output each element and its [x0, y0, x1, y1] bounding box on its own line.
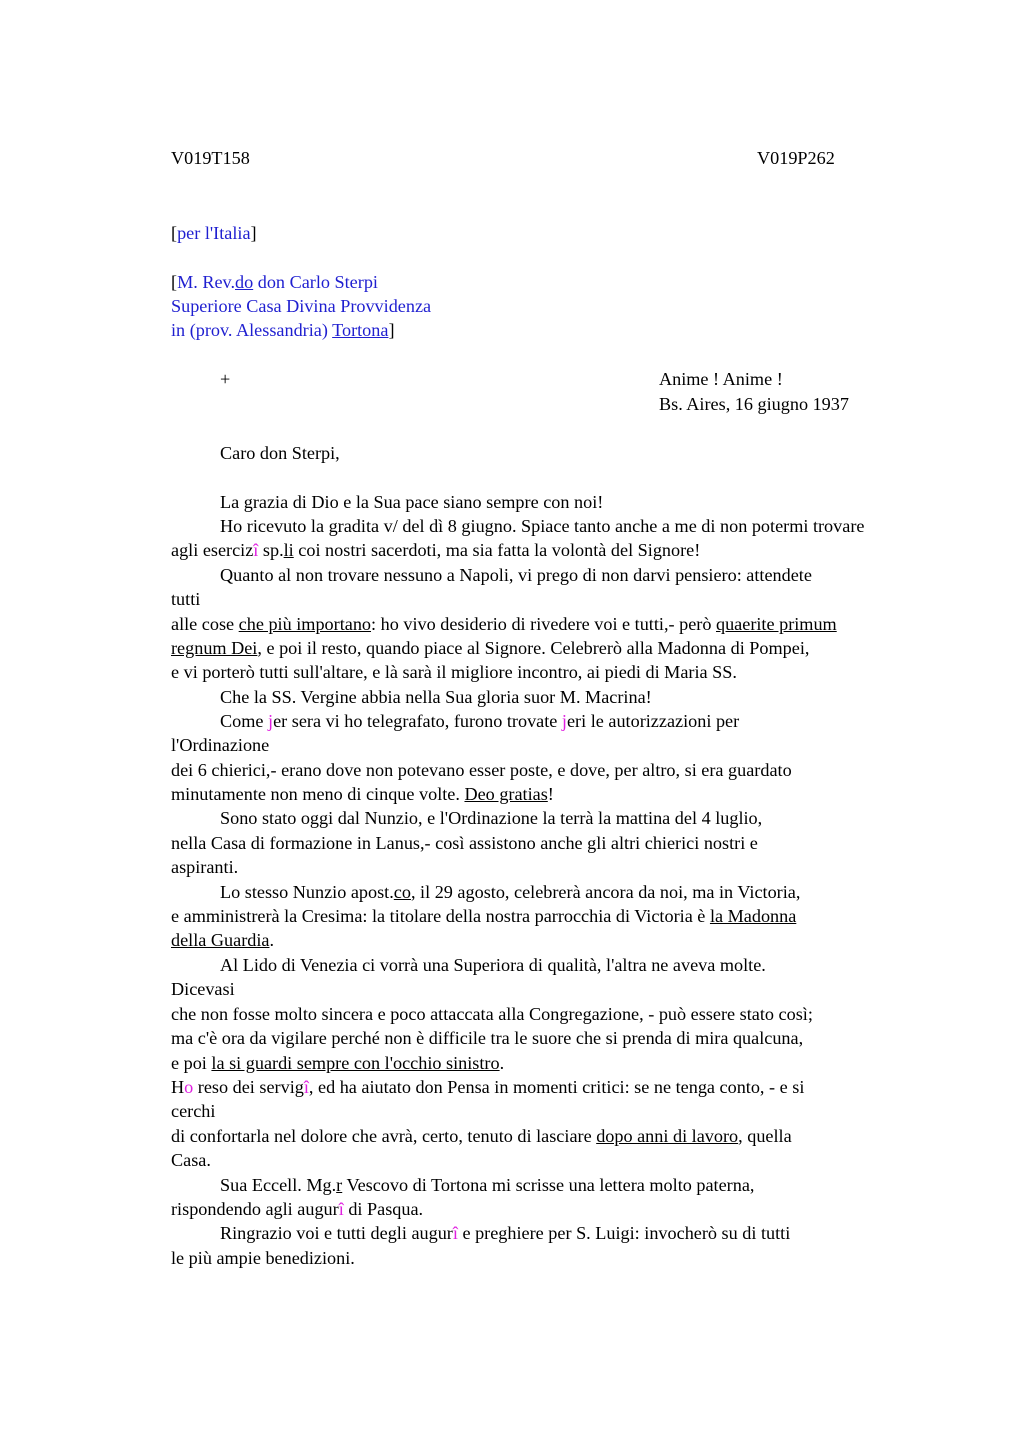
cross-symbol: + [220, 369, 231, 389]
body-line: che non fosse molto sincera e poco attaccata alla Congregazione, - può essere stato così; [171, 1004, 813, 1024]
recipient-title-line: Superiore Casa Divina Provvidenza [171, 296, 432, 316]
body-line: l'Ordinazione [171, 735, 270, 755]
body-line: di confortarla nel dolore che avrà, certo, tenuto di lasciare dopo anni di lavoro, quella [171, 1126, 792, 1146]
body-line: e amministrerà la Cresima: la titolare della nostra parrocchia di Victoria è la Madonna [171, 906, 797, 926]
destination-line: [per l'Italia] [171, 223, 257, 243]
correction-mark: î [452, 1223, 458, 1243]
correction-mark: î [253, 540, 259, 560]
body-line: Sua Eccell. Mg.r Vescovo di Tortona mi scrisse una lettera molto paterna, [220, 1175, 755, 1195]
motto: Anime ! Anime ! [659, 369, 783, 389]
body-line: tutti [171, 589, 201, 609]
body-line: agli esercizî sp.li coi nostri sacerdoti, ma sia fatta la volontà del Signore! [171, 540, 701, 560]
body-line: e vi porterò tutti sull'altare, e là sarà il migliore incontro, ai piedi di Maria SS. [171, 662, 737, 682]
body-line: Al Lido di Venezia ci vorrà una Superiora di qualità, l'altra ne aveva molte. [220, 955, 766, 975]
body-line: Ringrazio voi e tutti degli augurî e preghiere per S. Luigi: invocherò su di tutti [220, 1223, 791, 1243]
body-line: Ho reso dei servigî, ed ha aiutato don Pensa in momenti critici: se ne tenga conto, - e si [171, 1077, 805, 1097]
body-line: Dicevasi [171, 979, 235, 999]
body-line: ma c'è ora da vigilare perché non è difficile tra le suore che si prenda di mira qualcuna, [171, 1028, 804, 1048]
body-line: le più ampie benedizioni. [171, 1248, 355, 1268]
body-line: Sono stato oggi dal Nunzio, e l'Ordinazione la terrà la mattina del 4 luglio, [220, 808, 763, 828]
place-date: Bs. Aires, 16 giugno 1937 [659, 394, 849, 414]
body-line: Che la SS. Vergine abbia nella Sua gloria suor M. Macrina! [220, 687, 652, 707]
body-line: minutamente non meno di cinque volte. Deo gratias! [171, 784, 554, 804]
body-line: regnum Dei, e poi il resto, quando piace al Signore. Celebrerò alla Madonna di Pompei, [171, 638, 810, 658]
body-line: Lo stesso Nunzio apost.co, il 29 agosto, celebrerà ancora da noi, ma in Victoria, [220, 882, 801, 902]
body-line: rispondendo agli augurî di Pasqua. [171, 1199, 424, 1219]
document-id: V019T158 [171, 148, 250, 168]
page-id: V019P262 [757, 148, 835, 168]
body-line: Quanto al non trovare nessuno a Napoli, vi prego di non darvi pensiero: attendete [220, 565, 812, 585]
salutation: Caro don Sterpi, [220, 443, 340, 463]
body-line: La grazia di Dio e la Sua pace siano sempre con noi! [220, 492, 604, 512]
body-line: Come jer sera vi ho telegrafato, furono trovate jeri le autorizzazioni per [220, 711, 740, 731]
body-line: nella Casa di formazione in Lanus,- così assistono anche gli altri chierici nostri e [171, 833, 758, 853]
body-line: Ho ricevuto la gradita v/ del dì 8 giugno. Spiace tanto anche a me di non potermi trovare [220, 516, 865, 536]
body-line: della Guardia. [171, 930, 275, 950]
body-line: cerchi [171, 1101, 216, 1121]
body-line: alle cose che più importano: ho vivo desiderio di rivedere voi e tutti,- però quaerite primum [171, 614, 837, 634]
body-line: dei 6 chierici,- erano dove non potevano esser poste, e dove, per altro, si era guardato [171, 760, 792, 780]
body-line: Casa. [171, 1150, 211, 1170]
correction-mark: î [338, 1199, 344, 1219]
body-line: e poi la si guardi sempre con l'occhio sinistro. [171, 1053, 505, 1073]
body-line: aspiranti. [171, 857, 239, 877]
recipient-city-line: in (prov. Alessandria) Tortona] [171, 320, 395, 340]
recipient-line: [M. Rev.do don Carlo Sterpi [171, 272, 378, 292]
correction-mark: î [303, 1077, 309, 1097]
